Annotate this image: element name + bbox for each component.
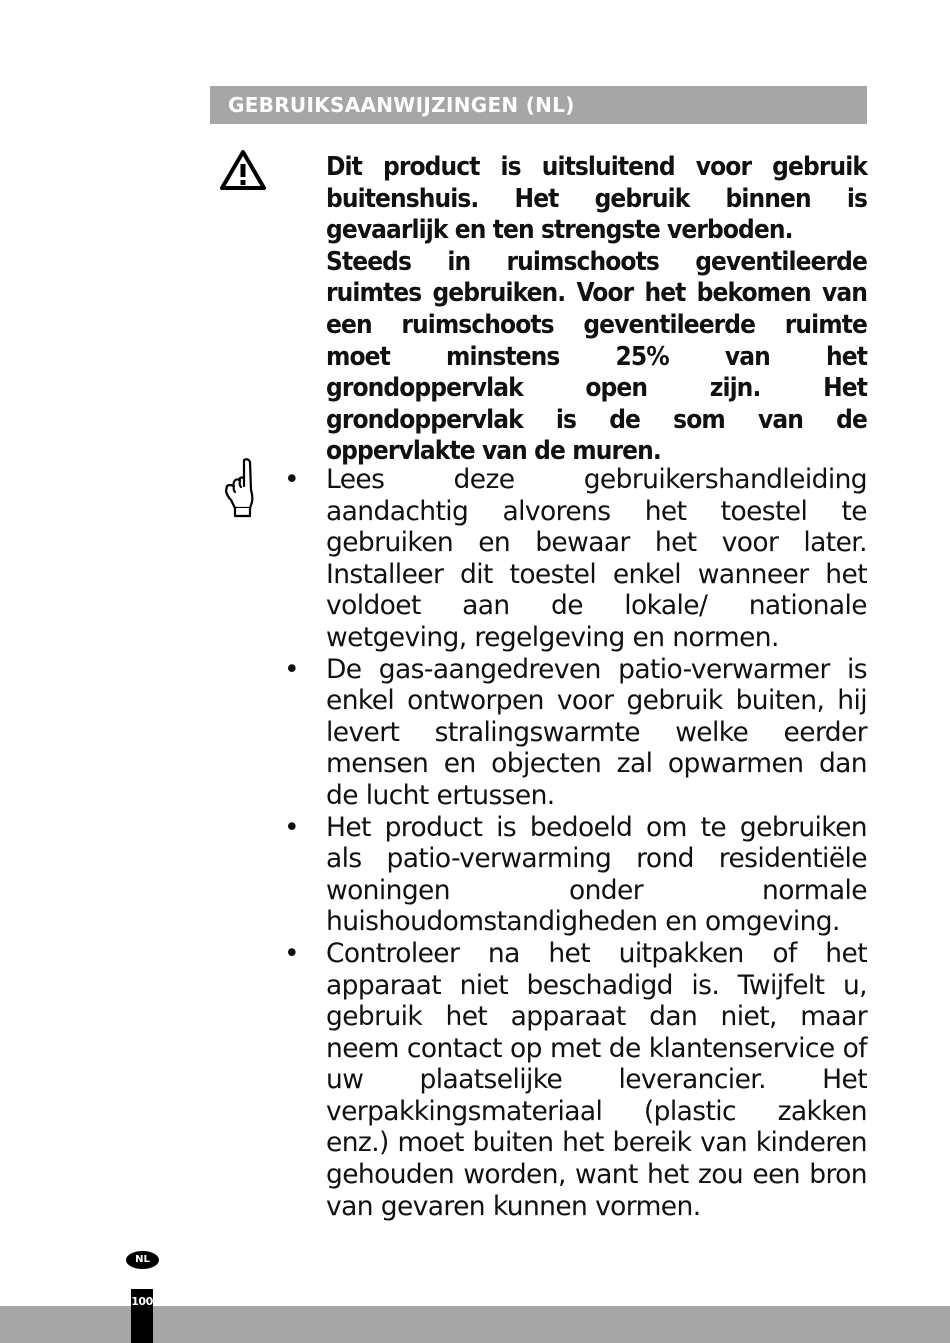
bullet-dot: • [284, 653, 300, 685]
list-item [284, 654, 867, 812]
warning-paragraph-1: Dit product is uitsluitend voor gebruik buitenshuis. Het gebruik binnen is gevaarlijk en ten strengste verboden. [326, 152, 867, 246]
language-badge: NL [126, 1251, 159, 1269]
list-item [284, 812, 867, 938]
bullet-text: Lees deze gebruikershandleiding aandachtig alvorens het toestel te gebruiken en bewaar het voor later. Installeer dit toestel enkel wanneer het voldoet aan de lokale/ nationale wetgeving, regelgeving en normen. [326, 464, 867, 653]
bullet-list [284, 464, 867, 1222]
list-item [284, 464, 867, 654]
warning-paragraph-2: Steeds in ruimschoots geventileerde ruimtes gebruiken. Voor het bekomen van een ruimschoots geventileerde ruimte moet minstens 25% van het grondoppervlak open zijn. Het grondoppervlak is de som van de oppervlakte van de muren. [326, 246, 867, 467]
list-item [284, 938, 867, 1222]
section-header: GEBRUIKSAANWIJZINGEN (NL) [210, 86, 867, 124]
warning-text [326, 152, 867, 468]
bullet-dot: • [284, 811, 300, 843]
warning-triangle-icon [219, 148, 267, 192]
page-number: 100 [131, 1289, 153, 1343]
bullet-text: De gas-aangedreven patio-verwarmer is enkel ontworpen voor gebruik buiten, hij levert stralingswarmte welke eerder mensen en objecten zal opwarmen dan de lucht ertussen. [326, 653, 867, 811]
pointing-hand-icon [222, 456, 262, 518]
bullet-dot: • [284, 937, 300, 969]
bullet-text: Controleer na het uitpakken of het apparaat niet beschadigd is. Twijfelt u, gebruik het apparaat dan niet, maar neem contact op met de klantenservice of uw plaatselijke leverancier. Het verpakkingsmateriaal (plastic zakken enz.) moet buiten het bereik van kinderen gehouden worden, want het zou een bron van gevaren kunnen vormen. [326, 937, 867, 1222]
bullet-text: Het product is bedoeld om te gebruiken als patio-verwarming rond residentiële woningen onder normale huishoudomstandigheden en omgeving. [326, 811, 867, 938]
bullet-dot: • [284, 464, 300, 495]
